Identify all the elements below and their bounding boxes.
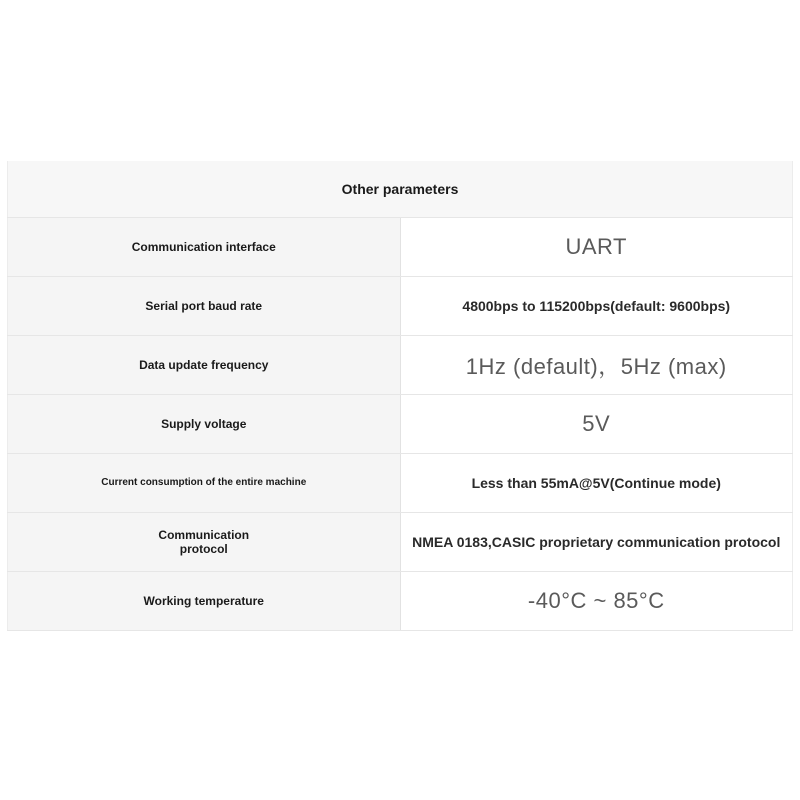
row-value-text: UART — [565, 234, 627, 259]
row-value-update-frequency — [400, 336, 793, 395]
row-value-communication-protocol — [400, 513, 793, 572]
row-label-communication-protocol — [8, 513, 401, 572]
row-label-text-line1: Communication — [158, 528, 250, 542]
row-label-text: Current consumption of the entire machine — [101, 477, 307, 488]
row-label-text: Serial port baud rate — [145, 299, 263, 313]
row-label-text: Data update frequency — [139, 358, 269, 372]
row-label-communication-interface — [8, 218, 401, 277]
table-row — [8, 513, 793, 572]
row-value-baud-rate — [400, 277, 793, 336]
table-row — [8, 572, 793, 631]
table-header-row — [8, 161, 793, 218]
row-label-text-line2: protocol — [179, 542, 228, 556]
row-value-text: Less than 55mA@5V(Continue mode) — [471, 475, 721, 491]
row-label-current-consumption — [8, 454, 401, 513]
row-label-text: Supply voltage — [161, 417, 247, 431]
table-row — [8, 336, 793, 395]
row-value-text: 4800bps to 115200bps(default: 9600bps) — [462, 298, 731, 314]
row-value-text: -40°C ~ 85°C — [527, 588, 665, 613]
row-label-update-frequency — [8, 336, 401, 395]
row-label-text: Working temperature — [143, 594, 264, 608]
table-row — [8, 395, 793, 454]
row-label-text: Communication interface — [131, 240, 276, 254]
row-value-current-consumption — [400, 454, 793, 513]
table-row — [8, 454, 793, 513]
table-row — [8, 277, 793, 336]
row-value-text: NMEA 0183,CASIC proprietary communication protocol — [412, 534, 781, 550]
row-value-text: 1Hz (default)，5Hz (max) — [465, 353, 727, 379]
row-value-working-temperature — [400, 572, 793, 631]
row-label-working-temperature — [8, 572, 401, 631]
row-value-supply-voltage — [400, 395, 793, 454]
row-label-supply-voltage — [8, 395, 401, 454]
row-label-baud-rate — [8, 277, 401, 336]
row-value-text: 5V — [582, 411, 611, 436]
table-row — [8, 218, 793, 277]
parameters-table — [7, 161, 793, 631]
row-value-communication-interface — [400, 218, 793, 277]
table-header: Other parameters — [8, 161, 793, 218]
